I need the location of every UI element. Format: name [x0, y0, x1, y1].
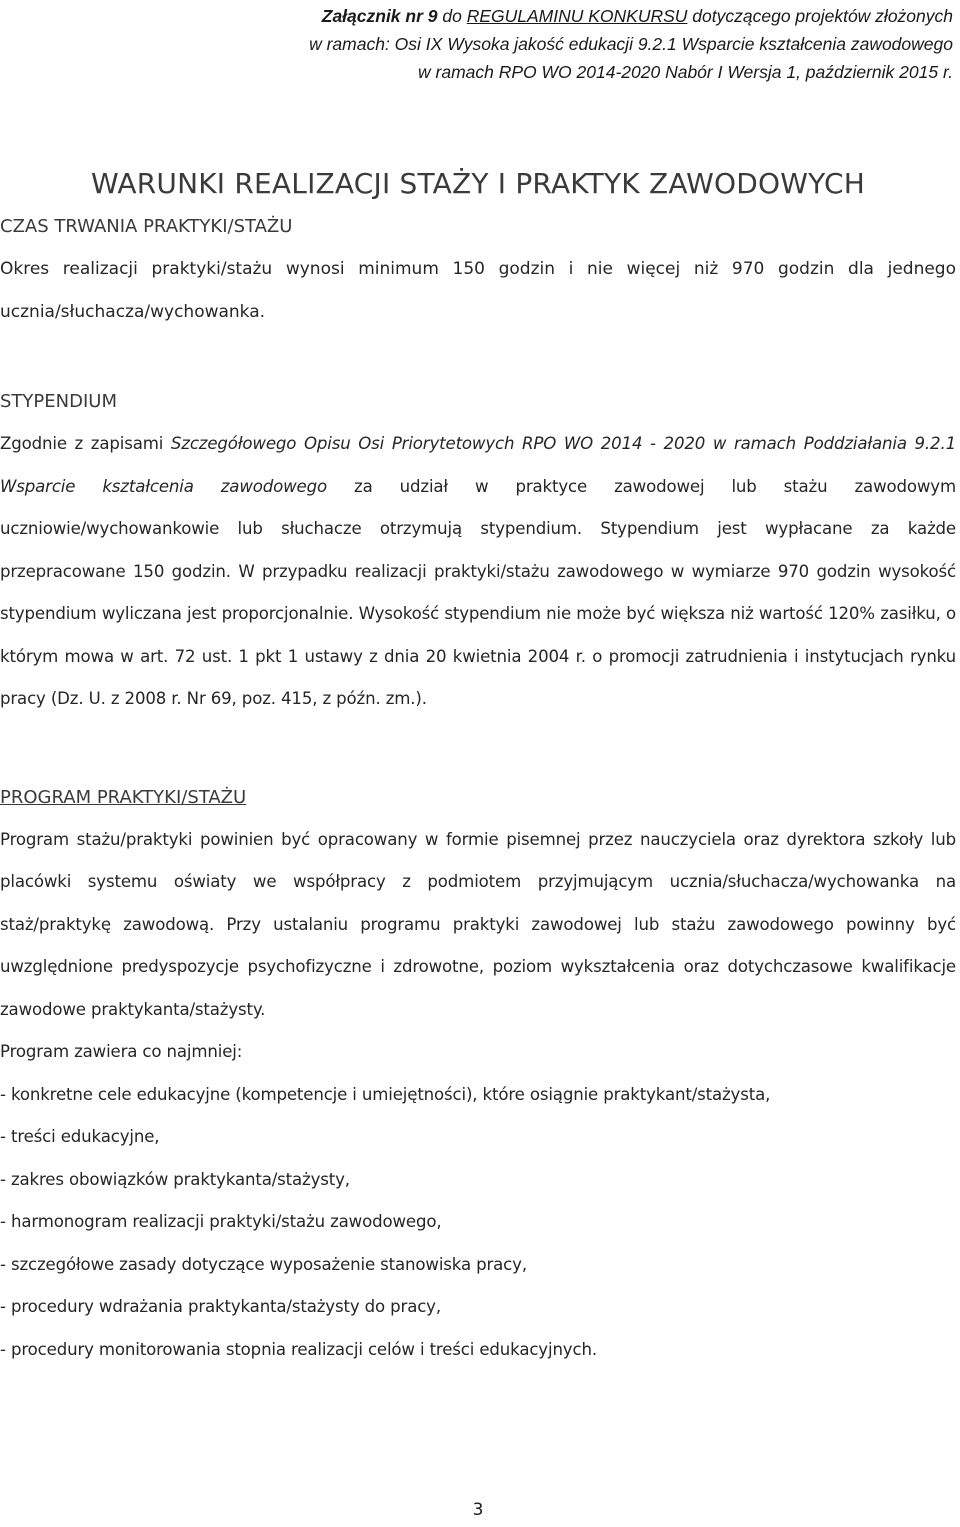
- section-text-duration: Okres realizacji praktyki/stażu wynosi minimum 150 godzin i nie więcej niż 970 godzin dla jednego ucznia/słuchacza/wychowanka.: [0, 259, 956, 322]
- list-item: - harmonogram realizacji praktyki/stażu zawodowego,: [0, 1212, 442, 1231]
- page-title: WARUNKI REALIZACJI STAŻY I PRAKTYK ZAWODOWYCH: [91, 167, 865, 200]
- section-heading-program: PROGRAM PRAKTYKI/STAŻU: [0, 786, 247, 808]
- document-header: [233, 2, 953, 86]
- list-item: - konkretne cele edukacyjne (kompetencje i umiejętności), które osiągnie praktykant/stażysta,: [0, 1084, 771, 1104]
- header-line-1: Załącznik nr 9 do REGULAMINU KONKURSU dotyczącego projektów złożonych: [321, 6, 953, 26]
- section-heading-duration: CZAS TRWANIA PRAKTYKI/STAŻU: [0, 216, 293, 237]
- header-line-3: w ramach RPO WO 2014-2020 Nabór I Wersja 1, październik 2015 r.: [418, 62, 953, 82]
- attachment-label: Załącznik nr 9: [321, 6, 438, 26]
- list-item: - procedury wdrażania praktykanta/stażysty do pracy,: [0, 1297, 441, 1316]
- page-number: 3: [472, 1500, 484, 1520]
- section-heading-scholarship: STYPENDIUM: [0, 391, 117, 412]
- list-item: - procedury monitorowania stopnia realizacji celów i treści edukacyjnych.: [0, 1339, 597, 1359]
- list-item: - treści edukacyjne,: [0, 1127, 160, 1146]
- section-text-program: Program stażu/praktyki powinien być opracowany w formie pisemnej przez nauczyciela oraz dyrektora szkoły lub placówki systemu oświaty we współpracy z podmiotem przyjmującym ucznia/słuchacza/wychowanka na staż/praktykę zawodową. Przy ustalaniu programu praktyki zawodowej lub stażu zawodowego powinny być uwzględnione predyspozycje psychofizyczne i zdrowotne, poziom wykształcenia oraz dotychczasowe kwalifikacje zawodowe praktykanta/stażysty.: [0, 829, 956, 1019]
- regulation-link[interactable]: REGULAMINU KONKURSU: [466, 6, 688, 26]
- list-item: - zakres obowiązków praktykanta/stażysty,: [0, 1169, 350, 1189]
- header-line-2: w ramach: Osi IX Wysoka jakość edukacji 9.2.1 Wsparcie kształcenia zawodowego: [309, 34, 953, 54]
- list-item: - szczegółowe zasady dotyczące wyposażenie stanowiska pracy,: [0, 1254, 527, 1274]
- section-text-scholarship: Zgodnie z zapisami Szczegółowego Opisu Osi Priorytetowych RPO WO 2014 - 2020 w ramach Poddziałania 9.2.1 Wsparcie kształcenia zawodowego za udział w praktyce zawodowej lub stażu zawodowym uczniowie/wychowankowie lub słuchacze otrzymują stypendium. Stypendium jest wypłacane za każde przepracowane 150 godzin. W przypadku realizacji praktyki/stażu zawodowego w wymiarze 970 godzin wysokość stypendium wyliczana jest proporcjonalnie. Wysokość stypendium nie może być większa niż wartość 120% zasiłku, o którym mowa w art. 72 ust. 1 pkt 1 ustawy z dnia 20 kwietnia 2004 r. o promocji zatrudnienia i instytucjach rynku pracy (Dz. U. z 2008 r. Nr 69, poz. 415, z późn. zm.).: [0, 434, 957, 708]
- program-list: [0, 1074, 956, 1372]
- program-list-intro: Program zawiera co najmniej:: [0, 1042, 243, 1061]
- document-body: [0, 162, 956, 1371]
